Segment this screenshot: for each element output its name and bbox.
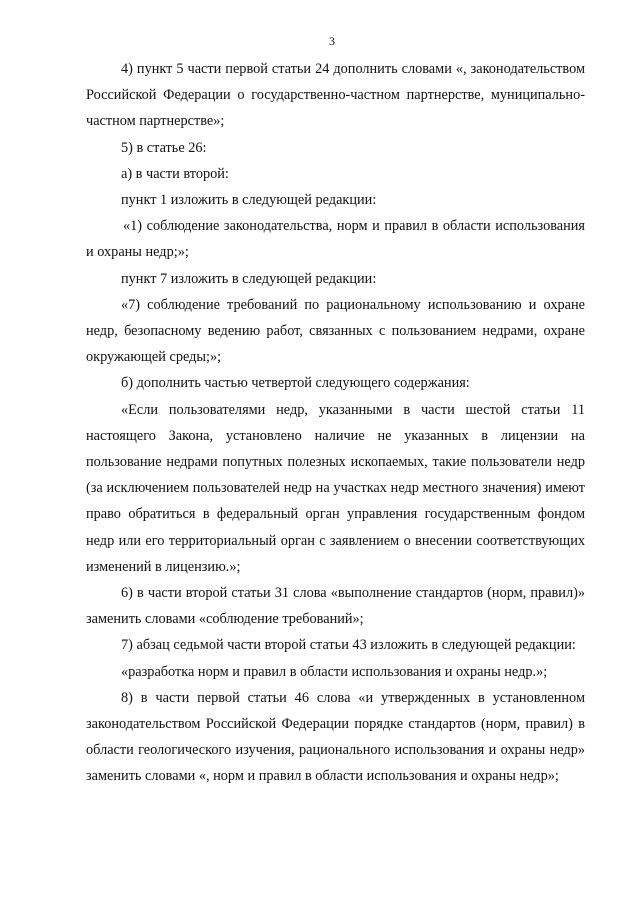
- paragraph-item-7-quote: «разработка норм и правил в области использования и охраны недр.»;: [121, 663, 548, 680]
- paragraph-point-1-quote: «1) соблюдение законодательства, норм и правил в области использования и охраны недр;»;: [86, 218, 585, 261]
- paragraph-item-6: 6) в части второй статьи 31 слова «выполнение стандартов (норм, правил)» заменить словами «соблюдение требований»;: [86, 585, 585, 628]
- paragraph-item-5-heading: 5) в статье 26:: [121, 139, 207, 156]
- paragraph-point-7-intro: пункт 7 изложить в следующей редакции:: [121, 270, 377, 287]
- paragraph-part-four-quote: «Если пользователями недр, указанными в части шестой статьи 11 настоящего Закона, установлено наличие не указанных в лицензии на пользование недрами попутных полезных ископаемых, такие пользователи недр (за исключением пользователей недр на участках недр местного значения) имеют право обратиться в федеральный орган управления государственным фондом недр или его территориальный орган с заявлением о внесении соответствующих изменений в лицензию.»;: [86, 401, 585, 575]
- paragraph-item-8: 8) в части первой статьи 46 слова «и утвержденных в установленном законодательством Российской Федерации порядке стандартов (норм, правил) в области геологического изучения, рационального использования и охраны недр» заменить словами «, норм и правил в области использования и охраны недр»;: [86, 689, 585, 785]
- paragraph-point-7-quote: «7) соблюдение требований по рациональному использованию и охране недр, безопасному ведению работ, связанных с пользованием недрами, охране окружающей среды;»;: [86, 296, 585, 366]
- paragraph-subitem-b: б) дополнить частью четвертой следующего содержания:: [121, 375, 470, 392]
- paragraph-subitem-a: а) в части второй:: [121, 165, 229, 182]
- page-number: 3: [329, 34, 335, 48]
- paragraph-item-7: 7) абзац седьмой части второй статьи 43 изложить в следующей редакции:: [121, 637, 576, 654]
- paragraph-point-1-intro: пункт 1 изложить в следующей редакции:: [121, 192, 377, 209]
- paragraph-item-4: 4) пункт 5 части первой статьи 24 дополнить словами «, законодательством Российской Федерации о государственно-частном партнерстве, муниципально-частном партнерстве»;: [86, 61, 585, 130]
- document-body: [86, 56, 585, 790]
